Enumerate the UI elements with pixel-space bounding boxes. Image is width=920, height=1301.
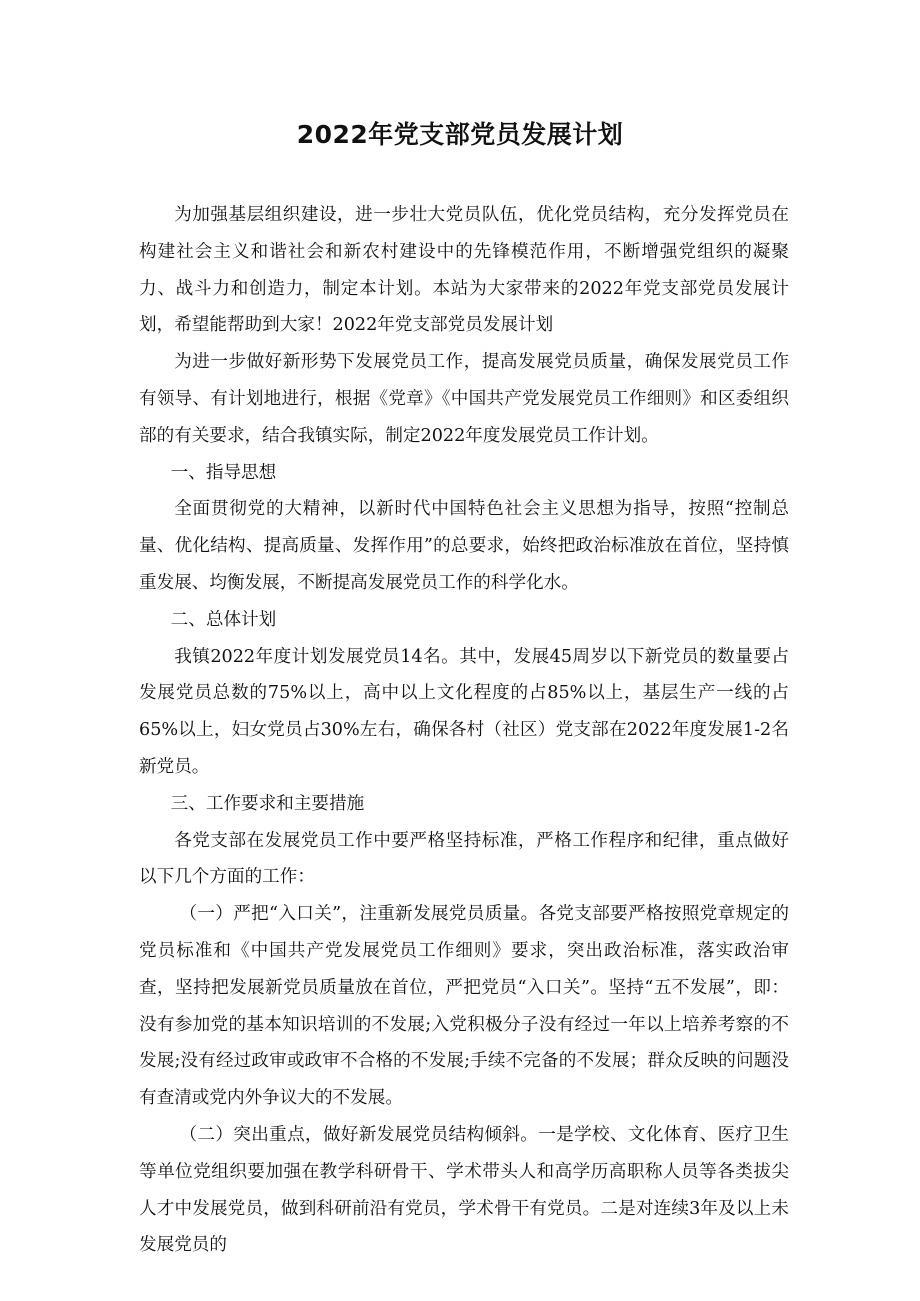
paragraph-measure-two: （二）突出重点，做好新发展党员结构倾斜。一是学校、文化体育、医疗卫生等单位党组织要加强在教学科研骨干、学术带头人和高学历高职称人员等各类拔尖人才中发展党员，做到科研前沿有党员，学术骨干有党员。二是对连续3年及以上未发展党员的 [139, 1124, 789, 1256]
paragraph-guiding-ideology: 全面贯彻党的大精神，以新时代中国特色社会主义思想为指导，按照“控制总量、优化结构、提高质量、发挥作用”的总要求，始终把政治标准放在首位，坚持慎重发展、均衡发展，不断提高发展党员工作的科学化水。 [139, 499, 789, 593]
document-title: 2022年党支部党员发展计划 [296, 120, 624, 149]
paragraph-requirements: 各党支部在发展党员工作中要严格坚持标准，严格工作程序和纪律，重点做好以下几个方面的工作： [139, 830, 789, 888]
paragraph-overall-plan: 我镇2022年度计划发展党员14名。其中，发展45周岁以下新党员的数量要占发展党员总数的75%以上，高中以上文化程度的占85%以上，基层生产一线的占65%以上，妇女党员占30%左右，确保各村（社区）党支部在2022年度发展1-2名新党员。 [139, 646, 789, 777]
paragraph-measure-one: （一）严把“入口关”，注重新发展党员质量。各党支部要严格按照党章规定的党员标准和《中国共产党发展党员工作细则》要求，突出政治标准，落实政治审查，坚持把发展新党员质量放在首位，严把党员“入口关”。坚持“五不发展”，即：没有参加党的基本知识培训的不发展;入党积极分子没有经过一年以上培养考察的不发展;没有经过政审或政审不合格的不发展;手续不完备的不发展；群众反映的问题没有查清或党内外争议大的不发展。 [139, 904, 789, 1109]
document-body [139, 197, 789, 1264]
section-heading-requirements: 三、工作要求和主要措施 [170, 793, 365, 814]
paragraph-intro: 为加强基层组织建设，进一步壮大党员队伍，优化党员结构，充分发挥党员在构建社会主义和谐社会和新农村建设中的先锋模范作用，不断增强党组织的凝聚力、战斗力和创造力，制定本计划。本站为大家带来的2022年党支部党员发展计划，希望能帮助到大家！2022年党支部党员发展计划 [139, 205, 789, 336]
section-heading-overall-plan: 二、总体计划 [170, 609, 277, 630]
section-heading-guiding-ideology: 一、指导思想 [170, 462, 277, 483]
paragraph-purpose: 为进一步做好新形势下发展党员工作，提高发展党员质量，确保发展党员工作有领导、有计划地进行，根据《党章》《中国共产党发展党员工作细则》和区委组织部的有关要求，结合我镇实际，制定2022年度发展党员工作计划。 [139, 352, 789, 446]
